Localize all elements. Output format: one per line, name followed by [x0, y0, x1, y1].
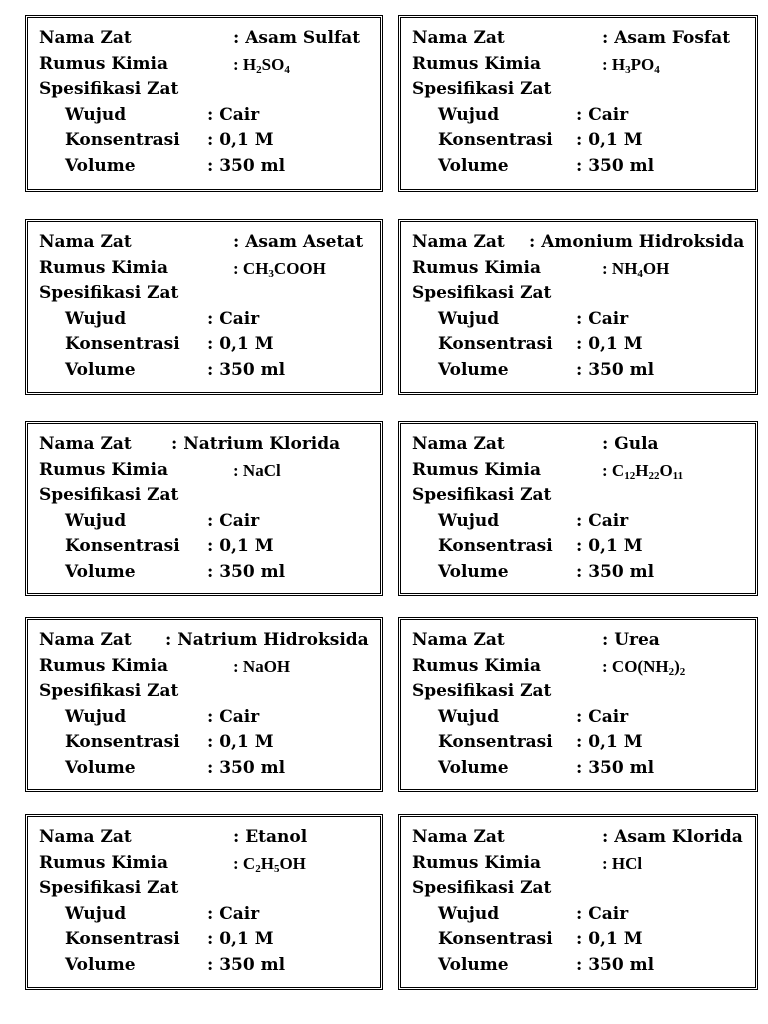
- volume-label: Volume: [65, 561, 136, 582]
- substance-label-card: [25, 617, 383, 792]
- wujud-label: Wujud: [65, 903, 127, 924]
- wujud-value: : Cair: [207, 903, 260, 924]
- spesifikasi-zat-row: [412, 281, 755, 307]
- volume-value: : 350 ml: [576, 757, 655, 778]
- rumus-kimia-row: [412, 851, 755, 877]
- wujud-value: : Cair: [576, 104, 629, 125]
- formula-part: SO: [261, 54, 285, 74]
- formula-part: 22: [648, 469, 660, 482]
- formula-part: 12: [624, 469, 636, 482]
- spesifikasi-zat-label: Spesifikasi Zat: [39, 681, 179, 701]
- spesifikasi-zat-label: Spesifikasi Zat: [412, 681, 552, 701]
- nama-zat-label: Nama Zat: [39, 630, 132, 650]
- substance-label-card: [398, 421, 758, 596]
- volume-value: : 350 ml: [207, 757, 286, 778]
- konsentrasi-value: : 0,1 M: [576, 732, 643, 752]
- wujud-label: Wujud: [65, 510, 127, 531]
- formula-part: 5: [273, 862, 280, 875]
- konsentrasi-label: Konsentrasi: [65, 130, 180, 150]
- nama-zat-row: [39, 432, 380, 458]
- konsentrasi-row: [412, 332, 755, 358]
- volume-label: Volume: [65, 757, 136, 778]
- nama-zat-label: Nama Zat: [412, 630, 505, 650]
- spesifikasi-zat-label: Spesifikasi Zat: [39, 79, 179, 99]
- nama-zat-value: : Asam Sulfat: [233, 28, 361, 48]
- wujud-value: : Cair: [207, 308, 260, 329]
- volume-value: : 350 ml: [207, 954, 286, 975]
- nama-zat-label: Nama Zat: [39, 827, 132, 847]
- volume-row: [412, 358, 755, 384]
- rumus-kimia-value: [233, 458, 281, 484]
- volume-row: [412, 560, 755, 586]
- konsentrasi-label: Konsentrasi: [65, 536, 180, 556]
- spesifikasi-zat-label: Spesifikasi Zat: [39, 283, 179, 303]
- nama-zat-row: [39, 628, 380, 654]
- volume-value: : 350 ml: [207, 561, 286, 582]
- nama-zat-value: : Gula: [602, 434, 659, 454]
- formula-part: OH: [279, 853, 306, 873]
- formula-part: 2: [668, 665, 675, 678]
- konsentrasi-label: Konsentrasi: [438, 334, 553, 354]
- formula-part: PO: [630, 54, 655, 74]
- rumus-kimia-row: [39, 851, 380, 877]
- formula-part: : C: [602, 460, 625, 480]
- spesifikasi-zat-row: [412, 679, 755, 705]
- wujud-row: [412, 103, 755, 129]
- wujud-row: [412, 307, 755, 333]
- volume-row: [39, 756, 380, 782]
- volume-label: Volume: [438, 757, 509, 778]
- rumus-kimia-row: [39, 458, 380, 484]
- konsentrasi-label: Konsentrasi: [438, 732, 553, 752]
- konsentrasi-label: Konsentrasi: [65, 334, 180, 354]
- spesifikasi-zat-row: [39, 483, 380, 509]
- spesifikasi-zat-row: [39, 679, 380, 705]
- rumus-kimia-label: Rumus Kimia: [412, 459, 542, 480]
- konsentrasi-row: [39, 534, 380, 560]
- formula-part: 3: [625, 63, 631, 76]
- volume-value: : 350 ml: [576, 561, 655, 582]
- wujud-value: : Cair: [576, 903, 629, 924]
- substance-label-card: [398, 219, 758, 395]
- konsentrasi-value: : 0,1 M: [576, 130, 643, 150]
- formula-part: 3: [268, 267, 274, 280]
- konsentrasi-value: : 0,1 M: [207, 929, 274, 949]
- wujud-row: [412, 509, 755, 535]
- nama-zat-value: : Asam Asetat: [233, 232, 364, 252]
- volume-row: [412, 953, 755, 979]
- konsentrasi-value: : 0,1 M: [576, 536, 643, 556]
- formula-part: 4: [654, 63, 660, 76]
- rumus-kimia-label: Rumus Kimia: [39, 655, 169, 676]
- volume-label: Volume: [65, 359, 136, 380]
- konsentrasi-label: Konsentrasi: [65, 929, 180, 949]
- nama-zat-row: [412, 628, 755, 654]
- nama-zat-label: Nama Zat: [412, 28, 505, 48]
- wujud-row: [39, 103, 380, 129]
- wujud-row: [39, 902, 380, 928]
- wujud-label: Wujud: [65, 104, 127, 125]
- konsentrasi-row: [412, 128, 755, 154]
- wujud-label: Wujud: [65, 706, 127, 727]
- formula-part: 4: [284, 63, 290, 76]
- rumus-kimia-value: [602, 654, 685, 680]
- nama-zat-label: Nama Zat: [39, 434, 132, 454]
- spesifikasi-zat-label: Spesifikasi Zat: [412, 878, 552, 898]
- nama-zat-value: : Urea: [602, 630, 660, 650]
- nama-zat-row: [39, 230, 380, 256]
- konsentrasi-row: [412, 927, 755, 953]
- volume-label: Volume: [438, 954, 509, 975]
- rumus-kimia-row: [412, 256, 755, 282]
- konsentrasi-row: [39, 128, 380, 154]
- rumus-kimia-value: [602, 458, 683, 484]
- konsentrasi-row: [39, 927, 380, 953]
- rumus-kimia-label: Rumus Kimia: [39, 53, 169, 74]
- wujud-row: [412, 902, 755, 928]
- volume-label: Volume: [65, 954, 136, 975]
- konsentrasi-row: [39, 332, 380, 358]
- spesifikasi-zat-label: Spesifikasi Zat: [412, 79, 552, 99]
- substance-label-card: [398, 617, 758, 792]
- wujud-row: [412, 705, 755, 731]
- rumus-kimia-row: [412, 458, 755, 484]
- volume-row: [412, 154, 755, 180]
- rumus-kimia-value: [602, 256, 669, 282]
- wujud-label: Wujud: [438, 706, 500, 727]
- spesifikasi-zat-row: [39, 77, 380, 103]
- spesifikasi-zat-row: [412, 876, 755, 902]
- nama-zat-row: [412, 825, 755, 851]
- nama-zat-value: : Asam Fosfat: [602, 28, 731, 48]
- wujud-value: : Cair: [207, 510, 260, 531]
- wujud-label: Wujud: [438, 510, 500, 531]
- formula-part: : NaCl: [233, 460, 281, 480]
- formula-part: : NH: [602, 258, 638, 278]
- nama-zat-row: [39, 825, 380, 851]
- nama-zat-value: : Natrium Klorida: [171, 434, 341, 454]
- substance-label-card: [25, 15, 383, 192]
- spesifikasi-zat-row: [412, 77, 755, 103]
- wujud-row: [39, 705, 380, 731]
- nama-zat-value: : Amonium Hidroksida: [529, 232, 745, 252]
- nama-zat-label: Nama Zat: [412, 232, 505, 252]
- wujud-value: : Cair: [576, 706, 629, 727]
- rumus-kimia-label: Rumus Kimia: [412, 852, 542, 873]
- konsentrasi-value: : 0,1 M: [207, 536, 274, 556]
- spesifikasi-zat-label: Spesifikasi Zat: [39, 485, 179, 505]
- volume-row: [412, 756, 755, 782]
- volume-label: Volume: [65, 155, 136, 176]
- konsentrasi-value: : 0,1 M: [207, 732, 274, 752]
- konsentrasi-row: [412, 534, 755, 560]
- rumus-kimia-value: [233, 654, 290, 680]
- wujud-label: Wujud: [438, 104, 500, 125]
- substance-label-card: [398, 814, 758, 990]
- konsentrasi-label: Konsentrasi: [438, 536, 553, 556]
- volume-value: : 350 ml: [576, 954, 655, 975]
- volume-label: Volume: [438, 155, 509, 176]
- nama-zat-label: Nama Zat: [39, 28, 132, 48]
- wujud-value: : Cair: [207, 706, 260, 727]
- spesifikasi-zat-row: [412, 483, 755, 509]
- formula-part: 2: [679, 665, 686, 678]
- rumus-kimia-row: [39, 256, 380, 282]
- formula-part: ): [674, 656, 680, 676]
- rumus-kimia-row: [39, 52, 380, 78]
- konsentrasi-row: [39, 730, 380, 756]
- nama-zat-value: : Natrium Hidroksida: [165, 630, 369, 650]
- wujud-value: : Cair: [576, 510, 629, 531]
- konsentrasi-row: [412, 730, 755, 756]
- formula-part: H: [260, 853, 274, 873]
- rumus-kimia-label: Rumus Kimia: [39, 852, 169, 873]
- volume-value: : 350 ml: [207, 359, 286, 380]
- nama-zat-row: [412, 230, 755, 256]
- formula-part: O: [659, 460, 673, 480]
- konsentrasi-value: : 0,1 M: [576, 929, 643, 949]
- rumus-kimia-label: Rumus Kimia: [412, 53, 542, 74]
- formula-part: 2: [255, 862, 261, 875]
- nama-zat-value: : Asam Klorida: [602, 827, 743, 847]
- rumus-kimia-label: Rumus Kimia: [39, 257, 169, 278]
- volume-row: [39, 953, 380, 979]
- spesifikasi-zat-row: [39, 281, 380, 307]
- volume-value: : 350 ml: [576, 359, 655, 380]
- rumus-kimia-value: [233, 52, 290, 78]
- formula-part: OH: [642, 258, 670, 278]
- nama-zat-label: Nama Zat: [412, 434, 505, 454]
- formula-part: H: [635, 460, 649, 480]
- rumus-kimia-value: [233, 256, 326, 282]
- wujud-label: Wujud: [438, 308, 500, 329]
- formula-part: 2: [256, 63, 262, 76]
- nama-zat-label: Nama Zat: [412, 827, 505, 847]
- rumus-kimia-row: [39, 654, 380, 680]
- formula-part: : HCl: [602, 853, 643, 873]
- konsentrasi-value: : 0,1 M: [207, 334, 274, 354]
- rumus-kimia-value: [602, 851, 642, 877]
- konsentrasi-label: Konsentrasi: [438, 130, 553, 150]
- rumus-kimia-row: [412, 654, 755, 680]
- wujud-value: : Cair: [207, 104, 260, 125]
- nama-zat-value: : Etanol: [233, 827, 308, 847]
- rumus-kimia-value: [233, 851, 306, 877]
- rumus-kimia-label: Rumus Kimia: [412, 655, 542, 676]
- volume-label: Volume: [438, 359, 509, 380]
- volume-row: [39, 154, 380, 180]
- rumus-kimia-label: Rumus Kimia: [39, 459, 169, 480]
- konsentrasi-value: : 0,1 M: [207, 130, 274, 150]
- volume-value: : 350 ml: [207, 155, 286, 176]
- substance-label-card: [25, 219, 383, 395]
- substance-label-card: [25, 814, 383, 990]
- nama-zat-row: [412, 26, 755, 52]
- formula-part: 4: [637, 267, 643, 280]
- volume-label: Volume: [438, 561, 509, 582]
- substance-label-card: [398, 15, 758, 192]
- volume-value: : 350 ml: [576, 155, 655, 176]
- formula-part: COOH: [273, 258, 326, 278]
- wujud-value: : Cair: [576, 308, 629, 329]
- volume-row: [39, 560, 380, 586]
- rumus-kimia-label: Rumus Kimia: [412, 257, 542, 278]
- wujud-row: [39, 509, 380, 535]
- konsentrasi-value: : 0,1 M: [576, 334, 643, 354]
- nama-zat-label: Nama Zat: [39, 232, 132, 252]
- formula-part: : C: [233, 853, 256, 873]
- formula-part: : H: [602, 54, 626, 74]
- formula-part: : CO(NH: [602, 656, 669, 676]
- wujud-label: Wujud: [65, 308, 127, 329]
- spesifikasi-zat-label: Spesifikasi Zat: [412, 485, 552, 505]
- nama-zat-row: [39, 26, 380, 52]
- formula-part: : CH: [233, 258, 269, 278]
- konsentrasi-label: Konsentrasi: [438, 929, 553, 949]
- substance-label-card: [25, 421, 383, 596]
- volume-row: [39, 358, 380, 384]
- spesifikasi-zat-label: Spesifikasi Zat: [39, 878, 179, 898]
- wujud-row: [39, 307, 380, 333]
- konsentrasi-label: Konsentrasi: [65, 732, 180, 752]
- rumus-kimia-value: [602, 52, 660, 78]
- wujud-label: Wujud: [438, 903, 500, 924]
- formula-part: 11: [672, 469, 684, 482]
- spesifikasi-zat-label: Spesifikasi Zat: [412, 283, 552, 303]
- formula-part: : NaOH: [233, 656, 291, 676]
- formula-part: : H: [233, 54, 257, 74]
- rumus-kimia-row: [412, 52, 755, 78]
- spesifikasi-zat-row: [39, 876, 380, 902]
- nama-zat-row: [412, 432, 755, 458]
